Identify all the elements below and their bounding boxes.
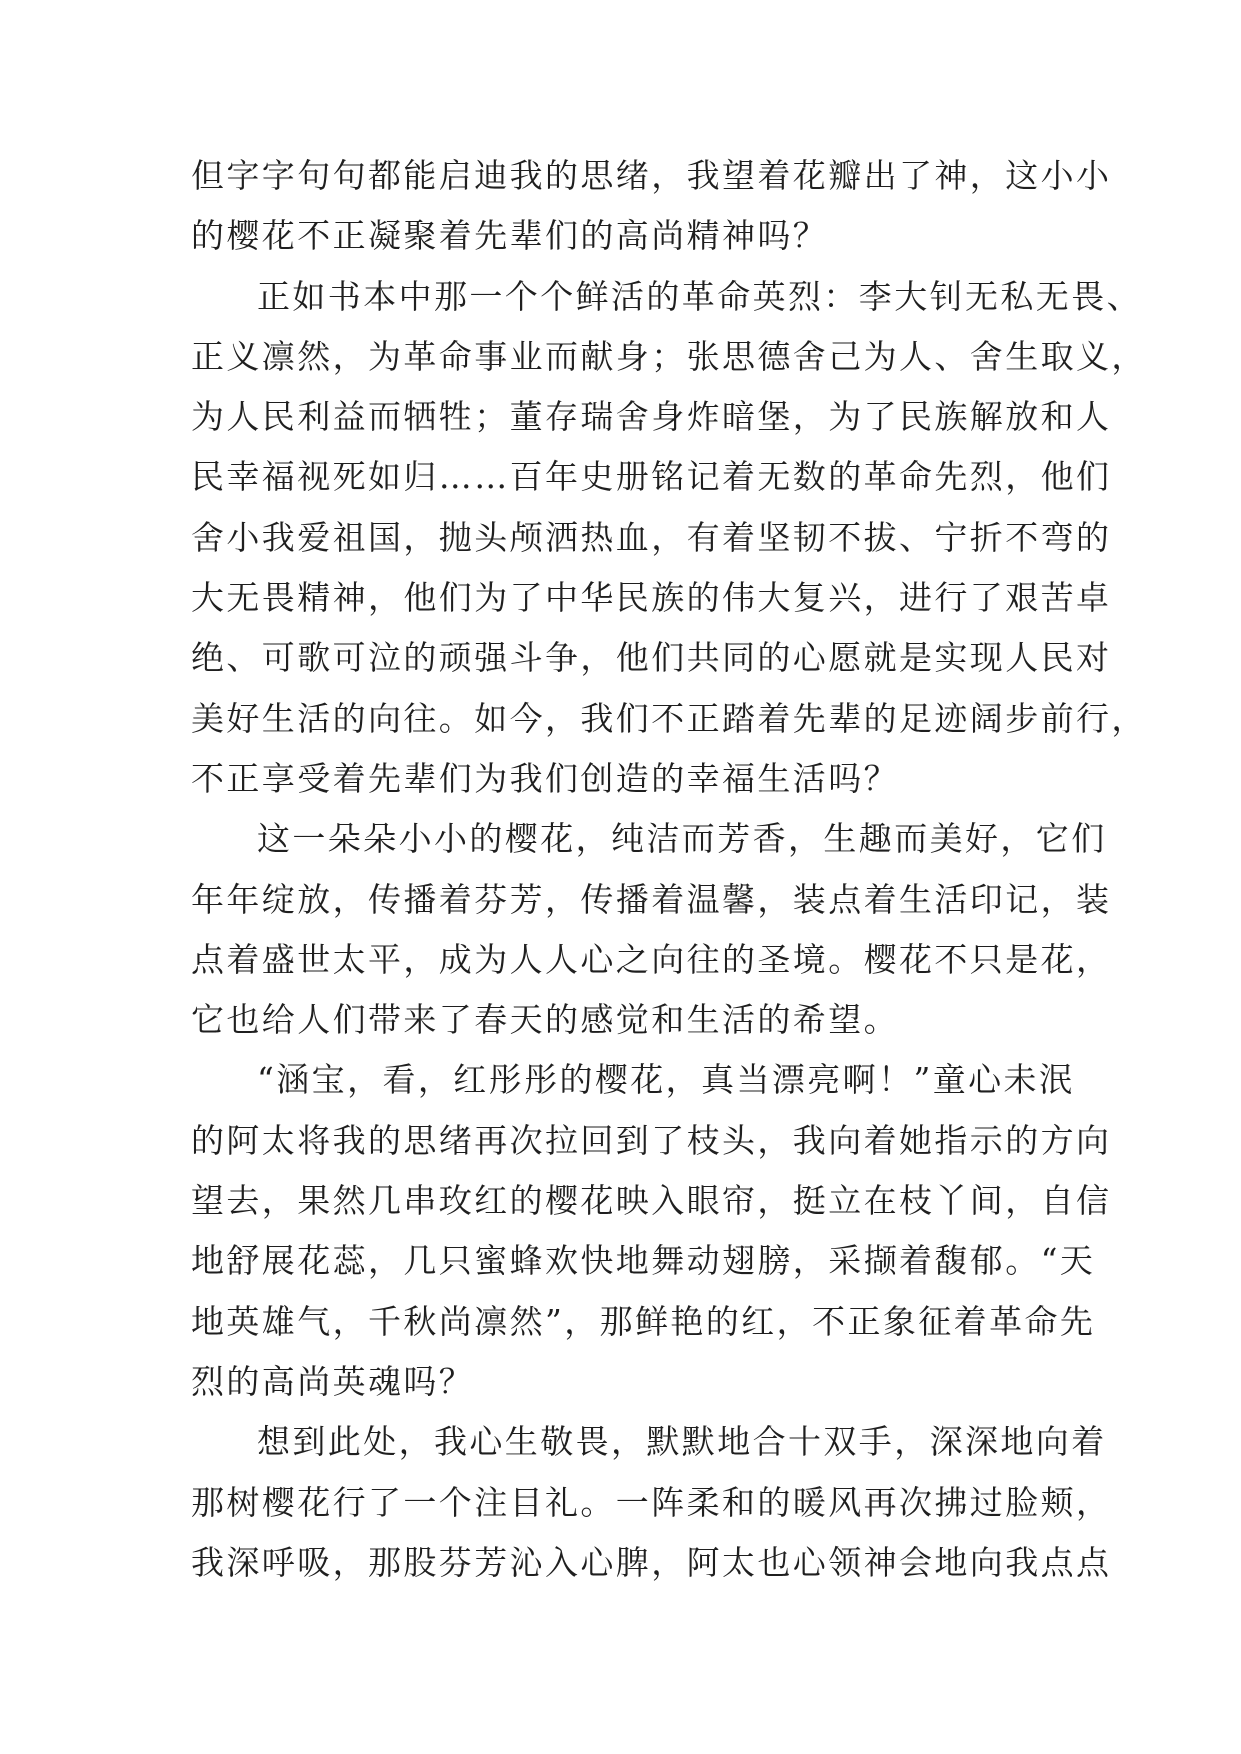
- text-line: 正义凛然，为革命事业而献身；张思德舍己为人、舍生取义，: [191, 336, 1147, 376]
- text-line: 为人民利益而牺牲；董存瑞舍身炸暗堡，为了民族解放和人: [191, 397, 1112, 437]
- text-line: 点着盛世太平，成为人人心之向往的圣境。樱花不只是花，: [191, 939, 1112, 979]
- body-text: [191, 146, 1147, 1593]
- text-line: 不正享受着先辈们为我们创造的幸福生活吗？: [191, 758, 899, 798]
- text-line: 年年绽放，传播着芬芳，传播着温馨，装点着生活印记，装: [191, 879, 1112, 919]
- text-line: 我深呼吸，那股芬芳沁入心脾，阿太也心领神会地向我点点: [191, 1542, 1112, 1582]
- text-line: 的樱花不正凝聚着先辈们的高尚精神吗？: [191, 216, 829, 256]
- paragraph-first-line: 想到此处，我心生敬畏，默默地合十双手，深深地向着: [257, 1422, 1107, 1462]
- text-line: 望去，果然几串玫红的樱花映入眼帘，挺立在枝丫间，自信: [191, 1181, 1112, 1221]
- text-line: 它也给人们带来了春天的感觉和生活的希望。: [191, 1000, 899, 1040]
- text-line: 美好生活的向往。如今，我们不正踏着先辈的足迹阔步前行，: [191, 698, 1147, 738]
- text-line: 但字字句句都能启迪我的思绪，我望着花瓣出了神，这小小: [191, 156, 1112, 195]
- text-line: 那树樱花行了一个注目礼。一阵柔和的暖风再次拂过脸颊，: [191, 1482, 1112, 1522]
- paragraph-first-line: 正如书本中那一个个鲜活的革命英烈：李大钊无私无畏、: [257, 276, 1142, 316]
- paragraph-first-line: 这一朵朵小小的樱花，纯洁而芳香，生趣而美好，它们: [257, 819, 1107, 859]
- text-line: 大无畏精神，他们为了中华民族的伟大复兴，进行了艰苦卓: [191, 578, 1112, 618]
- text-line: 绝、可歌可泣的顽强斗争，他们共同的心愿就是实现人民对: [191, 638, 1112, 678]
- text-line: 舍小我爱祖国，抛头颅洒热血，有着坚韧不拔、宁折不弯的: [191, 517, 1112, 557]
- text-line: 民幸福视死如归……百年史册铭记着无数的革命先烈，他们: [191, 457, 1112, 497]
- text-line: 烈的高尚英魂吗？: [191, 1361, 475, 1401]
- text-line: 地英雄气，千秋尚凛然”，那鲜艳的红，不正象征着革命先: [191, 1301, 1096, 1341]
- paragraph-first-line: “涵宝，看，红彤彤的樱花，真当漂亮啊！”童心未泯: [257, 1060, 1075, 1100]
- text-line: 地舒展花蕊，几只蜜蜂欢快地舞动翅膀，采撷着馥郁。“天: [191, 1241, 1096, 1281]
- text-line: 的阿太将我的思绪再次拉回到了枝头，我向着她指示的方向: [191, 1120, 1112, 1160]
